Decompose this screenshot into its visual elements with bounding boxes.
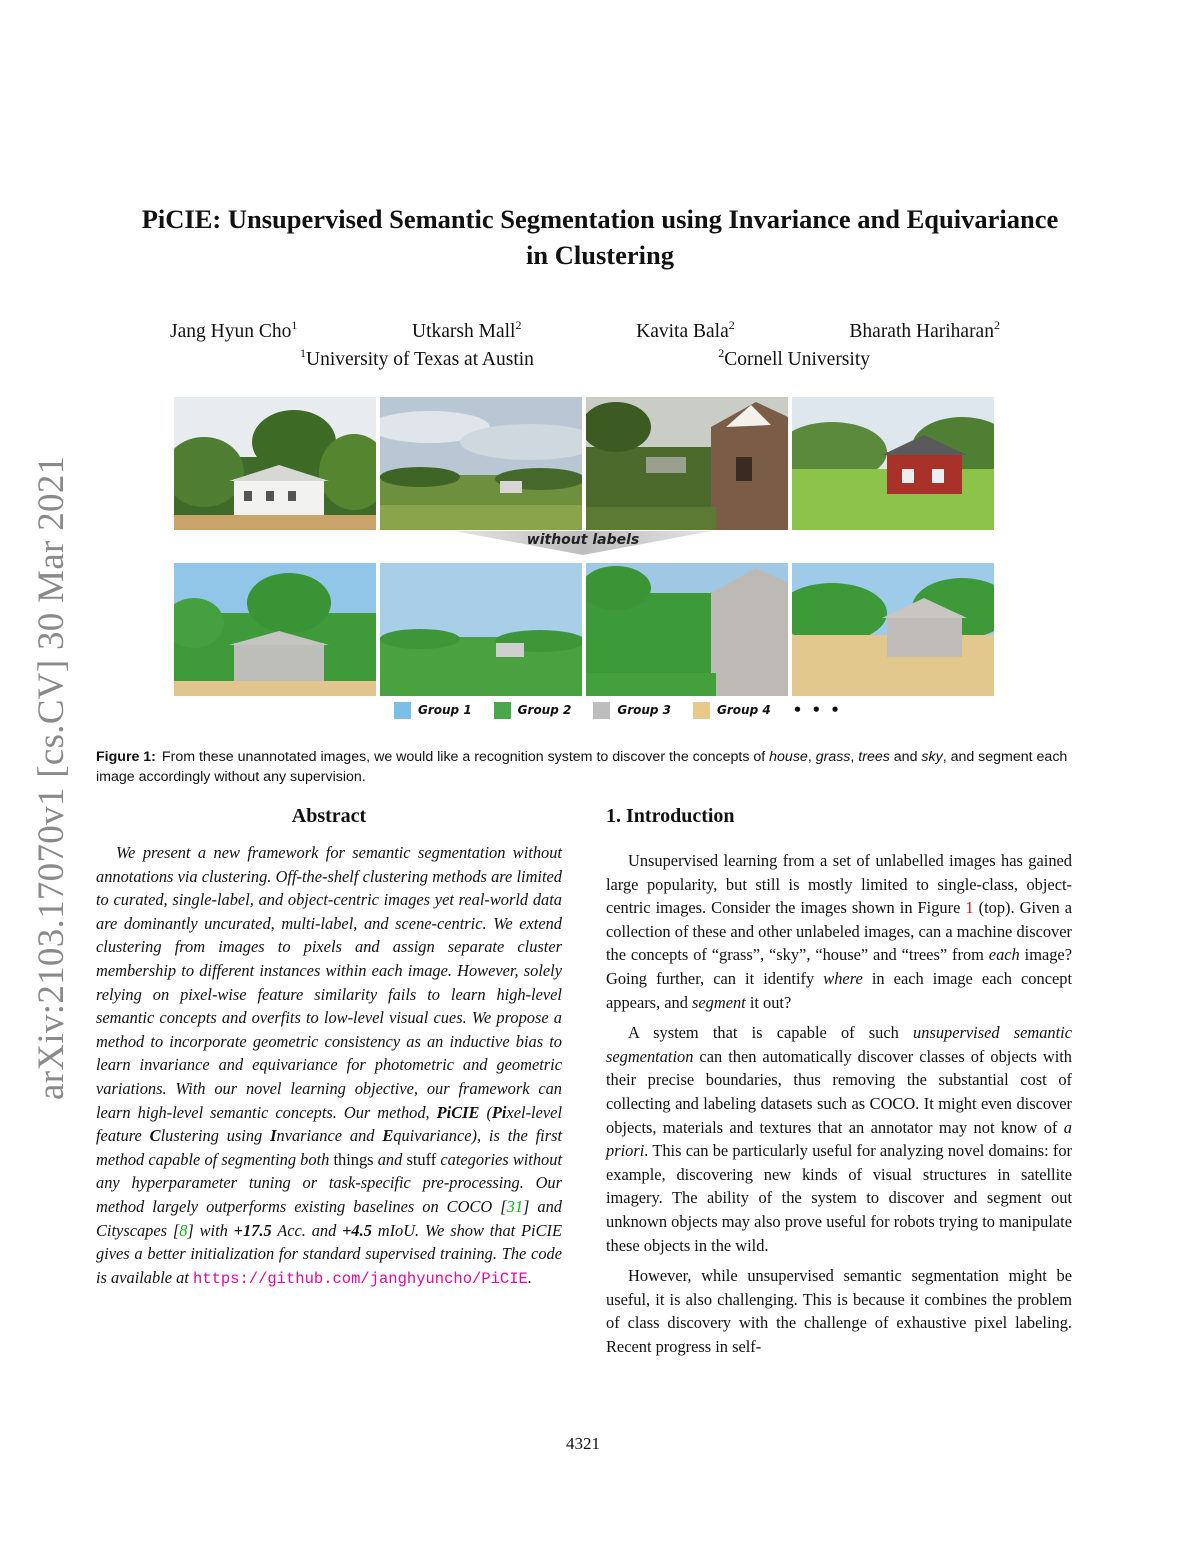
introduction-text	[606, 849, 1072, 1358]
title-line-2: in Clustering	[526, 240, 674, 270]
page-number: 4321	[566, 1434, 600, 1453]
legend-item: Group 1	[394, 702, 472, 719]
legend-swatch	[394, 702, 411, 719]
segmentation-sky-field	[380, 563, 582, 696]
abstract-heading: Abstract	[291, 805, 367, 827]
affiliation-list	[300, 346, 870, 371]
photo-sky-field	[380, 397, 582, 530]
legend-item: Group 4	[693, 702, 771, 719]
legend-more: • • •	[792, 701, 842, 719]
citation-link[interactable]: 8	[179, 1220, 188, 1240]
author-list	[170, 318, 1000, 343]
legend-swatch	[494, 702, 511, 719]
author: Jang Hyun Cho$^1$	[170, 318, 298, 342]
figure-caption: Figure 1: From these unannotated images, we would like a recognition system to discover the concepts of house, grass, trees and sky, and segment each image accordingly without any supervision.	[96, 749, 1068, 785]
segmentation-red-barn	[792, 563, 994, 696]
figure-legend	[394, 701, 842, 719]
figure-ref-link[interactable]: 1	[965, 898, 974, 918]
photo-house-trees	[174, 397, 376, 530]
legend-item: Group 2	[494, 702, 572, 719]
author: Kavita Bala$^2$	[636, 318, 735, 342]
affiliation: $^2$Cornell University	[718, 346, 870, 370]
author: Utkarsh Mall$^2$	[412, 318, 522, 342]
paragraph: Unsupervised learning from a set of unlabelled images has gained large popularity, but still is mostly limited to single-class, object-centric images. Consider the images shown in Figure 1 (top). Given a collection of these and other unlabeled images, can a machine discover the concepts of “grass”, “sky”, “house” and “trees” from each image? Going further, can it identify where in each image each concept appears, and segment it out?	[606, 851, 1072, 1012]
introduction-heading: 1. Introduction	[606, 805, 735, 827]
photo-stone-building	[586, 397, 788, 530]
paper-title	[90, 201, 1110, 273]
abstract-text: We present a new framework for semantic segmentation without annotations via clustering. Off-the-shelf clustering methods are limited to curated, single-label, and object-centric images yet real-world data are dominantly uncurated, multi-label, and scene-centric. We extend clustering from images to pixels and assign separate cluster membership to different instances within each image. However, solely relying on pixel-wise feature similarity fails to learn high-level semantic concepts and overfits to low-level visual cues. We propose a method to incorporate geometric consistency as an inductive bias to learn invariance and equivariance for photometric and geometric variations. With our novel learning objective, our framework can learn high-level semantic concepts. Our method, PiCIE (Pixel-level feature Clustering using Invariance and Equivariance), is the first method capable of segmenting both things and stuff categories without any hyperparameter tuning or task-specific pre-processing. Our method largely outperforms existing baselines on COCO [31] and Cityscapes [8] with +17.5 Acc. and +4.5 mIoU. We show that PiCIE gives a better initialization for standard supervised training. The code is available at https://github.com/janghyuncho/PiCIE.	[96, 843, 563, 1288]
title-line-1: PiCIE: Unsupervised Semantic Segmentation using Invariance and Equivariance	[141, 204, 1059, 234]
introduction-section	[606, 803, 1072, 1365]
photo-red-barn	[792, 397, 994, 530]
affiliation: $^1$University of Texas at Austin	[300, 346, 534, 370]
legend-item: Group 3	[593, 702, 671, 719]
author: Bharath Hariharan$^2$	[849, 318, 1000, 342]
legend-swatch	[693, 702, 710, 719]
figure-1	[172, 395, 994, 725]
paragraph: However, while unsupervised semantic segmentation might be useful, it is also challenging. This is because it combines the problem of class discovery with the challenge of exhaustive pixel labeling. Recent progress in self-	[606, 1266, 1072, 1356]
code-url-link[interactable]: https://github.com/janghyuncho/PiCIE	[192, 1269, 528, 1288]
arxiv-stamp: arXiv:2103.17070v1 [cs.CV] 30 Mar 2021	[31, 455, 72, 1100]
segmentation-stone-building	[586, 563, 788, 696]
abstract-section	[96, 803, 562, 1291]
legend-swatch	[593, 702, 610, 719]
arrow-label: without labels	[526, 532, 640, 548]
citation-link[interactable]: 31	[506, 1196, 524, 1216]
segmentation-house-trees	[174, 563, 376, 696]
paragraph: A system that is capable of such unsupervised semantic segmentation can then automatically discover classes of objects with their precise boundaries, thus removing the substantial cost of collecting and labeling datasets such as COCO. It might even discover objects, materials and textures that an annotator may not know of a priori. This can be particularly useful for analyzing novel domains: for example, discovering new kinds of visual structures in satellite imagery. The ability of the system to discover and segment out unknown objects may also prove useful for robots trying to manipulate these objects in the wild.	[606, 1023, 1072, 1255]
